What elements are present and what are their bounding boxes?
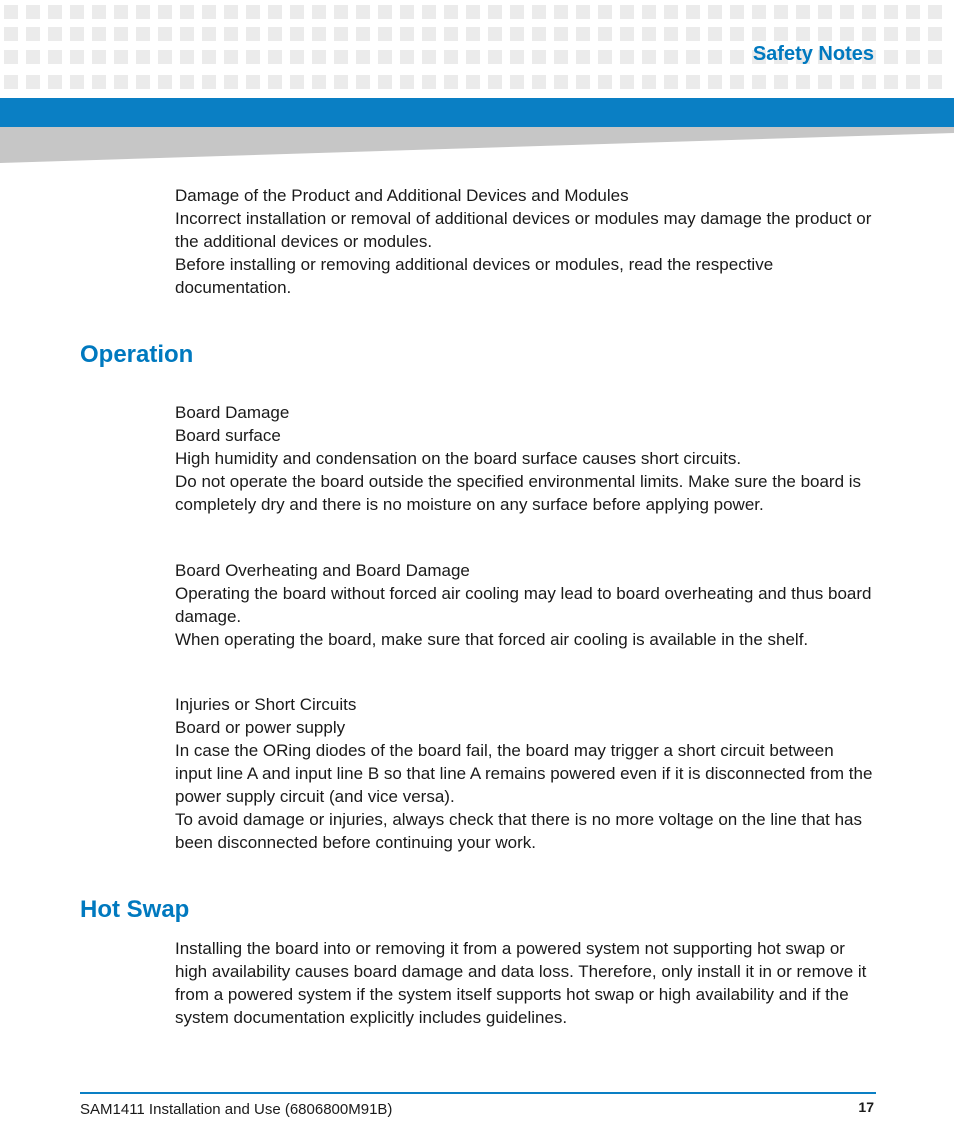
grid-cell — [774, 27, 788, 41]
notice-action: Before installing or removing additional devices or modules, read the respective documentation. — [175, 255, 774, 297]
grid-cell — [158, 27, 172, 41]
notice-title: Board Overheating and Board Damage — [175, 561, 470, 580]
grid-cell — [4, 75, 18, 89]
grid-cell — [312, 75, 326, 89]
grid-cell — [180, 50, 194, 64]
grid-cell — [422, 75, 436, 89]
header-blue-bar — [0, 98, 954, 127]
grid-cell — [268, 5, 282, 19]
grid-cell — [114, 50, 128, 64]
grid-cell — [334, 27, 348, 41]
grid-cell — [928, 75, 942, 89]
grid-cell — [136, 50, 150, 64]
grid-cell — [686, 27, 700, 41]
grid-cell — [686, 75, 700, 89]
grid-cell — [598, 50, 612, 64]
grid-cell — [400, 27, 414, 41]
grid-cell — [884, 75, 898, 89]
grid-cell — [202, 75, 216, 89]
section-title: Safety Notes — [752, 43, 874, 65]
grid-cell — [642, 75, 656, 89]
grid-cell — [400, 50, 414, 64]
grid-cell — [378, 27, 392, 41]
grid-cell — [422, 5, 436, 19]
grid-cell — [466, 27, 480, 41]
grid-cell — [796, 5, 810, 19]
grid-cell — [598, 5, 612, 19]
grid-row — [4, 75, 954, 89]
grid-cell — [510, 5, 524, 19]
grid-cell — [180, 27, 194, 41]
grid-cell — [466, 75, 480, 89]
grid-cell — [70, 75, 84, 89]
grid-cell — [26, 75, 40, 89]
grid-cell — [312, 50, 326, 64]
grid-cell — [48, 75, 62, 89]
grid-cell — [840, 5, 854, 19]
heading-hot-swap: Hot Swap — [80, 896, 190, 923]
grid-cell — [422, 27, 436, 41]
grid-cell — [752, 27, 766, 41]
grid-cell — [730, 50, 744, 64]
notice-short-circuits — [175, 693, 875, 854]
grid-cell — [92, 50, 106, 64]
grid-cell — [818, 75, 832, 89]
notice-action: To avoid damage or injuries, always check that there is no more voltage on the line that has been disconnected before continuing your work. — [175, 810, 862, 852]
grid-cell — [488, 75, 502, 89]
grid-cell — [906, 5, 920, 19]
grid-cell — [862, 5, 876, 19]
grid-cell — [70, 27, 84, 41]
grid-cell — [290, 50, 304, 64]
notice-subject: Board or power supply — [175, 718, 346, 737]
grid-cell — [730, 75, 744, 89]
grid-cell — [444, 5, 458, 19]
grid-cell — [136, 75, 150, 89]
grid-cell — [334, 50, 348, 64]
grid-cell — [114, 75, 128, 89]
grid-cell — [664, 50, 678, 64]
grid-cell — [554, 27, 568, 41]
grid-cell — [686, 5, 700, 19]
grid-cell — [576, 27, 590, 41]
grid-cell — [334, 5, 348, 19]
grid-cell — [708, 27, 722, 41]
grid-cell — [620, 75, 634, 89]
notice-title: Damage of the Product and Additional Devices and Modules — [175, 186, 629, 205]
hot-swap-paragraph — [175, 937, 875, 1029]
grid-cell — [642, 5, 656, 19]
grid-cell — [708, 5, 722, 19]
grid-cell — [224, 75, 238, 89]
grid-cell — [180, 5, 194, 19]
grid-cell — [268, 75, 282, 89]
grid-cell — [686, 50, 700, 64]
grid-cell — [246, 75, 260, 89]
grid-cell — [356, 50, 370, 64]
grid-cell — [180, 75, 194, 89]
grid-cell — [70, 50, 84, 64]
grid-cell — [642, 27, 656, 41]
grid-cell — [928, 50, 942, 64]
grid-cell — [554, 75, 568, 89]
notice-subject: Board surface — [175, 426, 281, 445]
grid-cell — [818, 27, 832, 41]
footer-doc-title: SAM1411 Installation and Use (6806800M91B) — [80, 1101, 393, 1118]
grid-cell — [290, 5, 304, 19]
heading-operation: Operation — [80, 341, 194, 368]
grid-cell — [246, 5, 260, 19]
footer-rule — [80, 1092, 876, 1094]
grid-cell — [752, 5, 766, 19]
grid-cell — [356, 27, 370, 41]
grid-cell — [356, 75, 370, 89]
grid-cell — [928, 5, 942, 19]
grid-cell — [488, 5, 502, 19]
grid-cell — [158, 75, 172, 89]
grid-cell — [378, 5, 392, 19]
grid-cell — [774, 5, 788, 19]
grid-cell — [774, 75, 788, 89]
notice-action: Do not operate the board outside the specified environmental limits. Make sure the board is completely dry and there is no moisture on any surface before applying power. — [175, 472, 862, 514]
grid-cell — [70, 5, 84, 19]
grid-cell — [576, 5, 590, 19]
grid-cell — [444, 75, 458, 89]
grid-cell — [532, 27, 546, 41]
grid-cell — [906, 27, 920, 41]
grid-cell — [708, 75, 722, 89]
grid-cell — [400, 75, 414, 89]
grid-cell — [26, 50, 40, 64]
grid-cell — [906, 75, 920, 89]
grid-cell — [136, 27, 150, 41]
grid-cell — [312, 5, 326, 19]
grid-cell — [510, 75, 524, 89]
grid-cell — [92, 27, 106, 41]
grid-cell — [906, 50, 920, 64]
grid-cell — [554, 5, 568, 19]
grid-cell — [730, 5, 744, 19]
grid-cell — [840, 75, 854, 89]
notice-product-damage — [175, 184, 875, 299]
grid-cell — [378, 75, 392, 89]
grid-cell — [202, 50, 216, 64]
notice-body: Operating the board without forced air cooling may lead to board overheating and thus board damage. — [175, 584, 872, 626]
notice-action: When operating the board, make sure that forced air cooling is available in the shelf. — [175, 630, 809, 649]
grid-cell — [884, 5, 898, 19]
grid-cell — [290, 75, 304, 89]
grid-cell — [92, 5, 106, 19]
notice-body: Incorrect installation or removal of additional devices or modules may damage the product or the additional devices or modules. — [175, 209, 872, 251]
grid-cell — [884, 50, 898, 64]
page-number: 17 — [858, 1099, 874, 1115]
grid-cell — [378, 50, 392, 64]
grid-cell — [136, 5, 150, 19]
grid-cell — [796, 27, 810, 41]
grid-cell — [532, 50, 546, 64]
grid-cell — [620, 5, 634, 19]
notice-overheating — [175, 559, 875, 651]
grid-cell — [48, 50, 62, 64]
grid-cell — [554, 50, 568, 64]
grid-cell — [730, 27, 744, 41]
grid-cell — [400, 5, 414, 19]
grid-cell — [620, 27, 634, 41]
grid-cell — [532, 5, 546, 19]
grid-cell — [664, 27, 678, 41]
grid-cell — [752, 75, 766, 89]
grid-cell — [928, 27, 942, 41]
grid-cell — [246, 50, 260, 64]
grid-cell — [224, 27, 238, 41]
grid-cell — [576, 50, 590, 64]
grid-cell — [840, 27, 854, 41]
grid-cell — [202, 5, 216, 19]
grid-cell — [312, 27, 326, 41]
grid-cell — [202, 27, 216, 41]
grid-cell — [92, 75, 106, 89]
grid-row — [4, 27, 954, 41]
grid-cell — [356, 5, 370, 19]
grid-cell — [444, 50, 458, 64]
grid-cell — [4, 5, 18, 19]
grid-cell — [422, 50, 436, 64]
grid-cell — [290, 27, 304, 41]
grid-cell — [114, 27, 128, 41]
grid-cell — [510, 50, 524, 64]
grid-cell — [708, 50, 722, 64]
grid-cell — [158, 5, 172, 19]
grid-cell — [466, 5, 480, 19]
grid-cell — [4, 50, 18, 64]
grid-cell — [466, 50, 480, 64]
grid-cell — [576, 75, 590, 89]
grid-cell — [158, 50, 172, 64]
grid-cell — [26, 27, 40, 41]
grid-cell — [224, 50, 238, 64]
grid-cell — [444, 27, 458, 41]
grid-cell — [884, 27, 898, 41]
grid-cell — [818, 5, 832, 19]
hot-swap-body: Installing the board into or removing it from a powered system not supporting hot swap or high availability causes board damage and data loss. Therefore, only install it in or remove it from a powered system if the system itself supports hot swap or high availability and if the system documentation explicitly includes guidelines. — [175, 939, 867, 1027]
notice-body: High humidity and condensation on the board surface causes short circuits. — [175, 449, 742, 468]
grid-cell — [48, 5, 62, 19]
grid-cell — [488, 27, 502, 41]
grid-cell — [246, 27, 260, 41]
grid-cell — [268, 27, 282, 41]
grid-cell — [664, 5, 678, 19]
grid-cell — [598, 75, 612, 89]
grid-cell — [796, 75, 810, 89]
grid-cell — [510, 27, 524, 41]
grid-cell — [862, 27, 876, 41]
grid-cell — [268, 50, 282, 64]
grid-cell — [26, 5, 40, 19]
grid-cell — [4, 27, 18, 41]
grid-cell — [642, 50, 656, 64]
grid-cell — [114, 5, 128, 19]
grid-cell — [598, 27, 612, 41]
header-gray-wedge — [0, 127, 954, 163]
grid-cell — [224, 5, 238, 19]
grid-cell — [488, 50, 502, 64]
grid-row — [4, 5, 954, 19]
notice-body: In case the ORing diodes of the board fail, the board may trigger a short circuit between input line A and input line B so that line A remains powered even if it is disconnected from the power supply circuit (and vice versa). — [175, 741, 873, 806]
notice-board-damage — [175, 401, 875, 516]
grid-cell — [862, 75, 876, 89]
grid-cell — [620, 50, 634, 64]
notice-title: Board Damage — [175, 403, 290, 422]
grid-cell — [532, 75, 546, 89]
grid-cell — [334, 75, 348, 89]
notice-title: Injuries or Short Circuits — [175, 695, 357, 714]
grid-cell — [664, 75, 678, 89]
grid-cell — [48, 27, 62, 41]
